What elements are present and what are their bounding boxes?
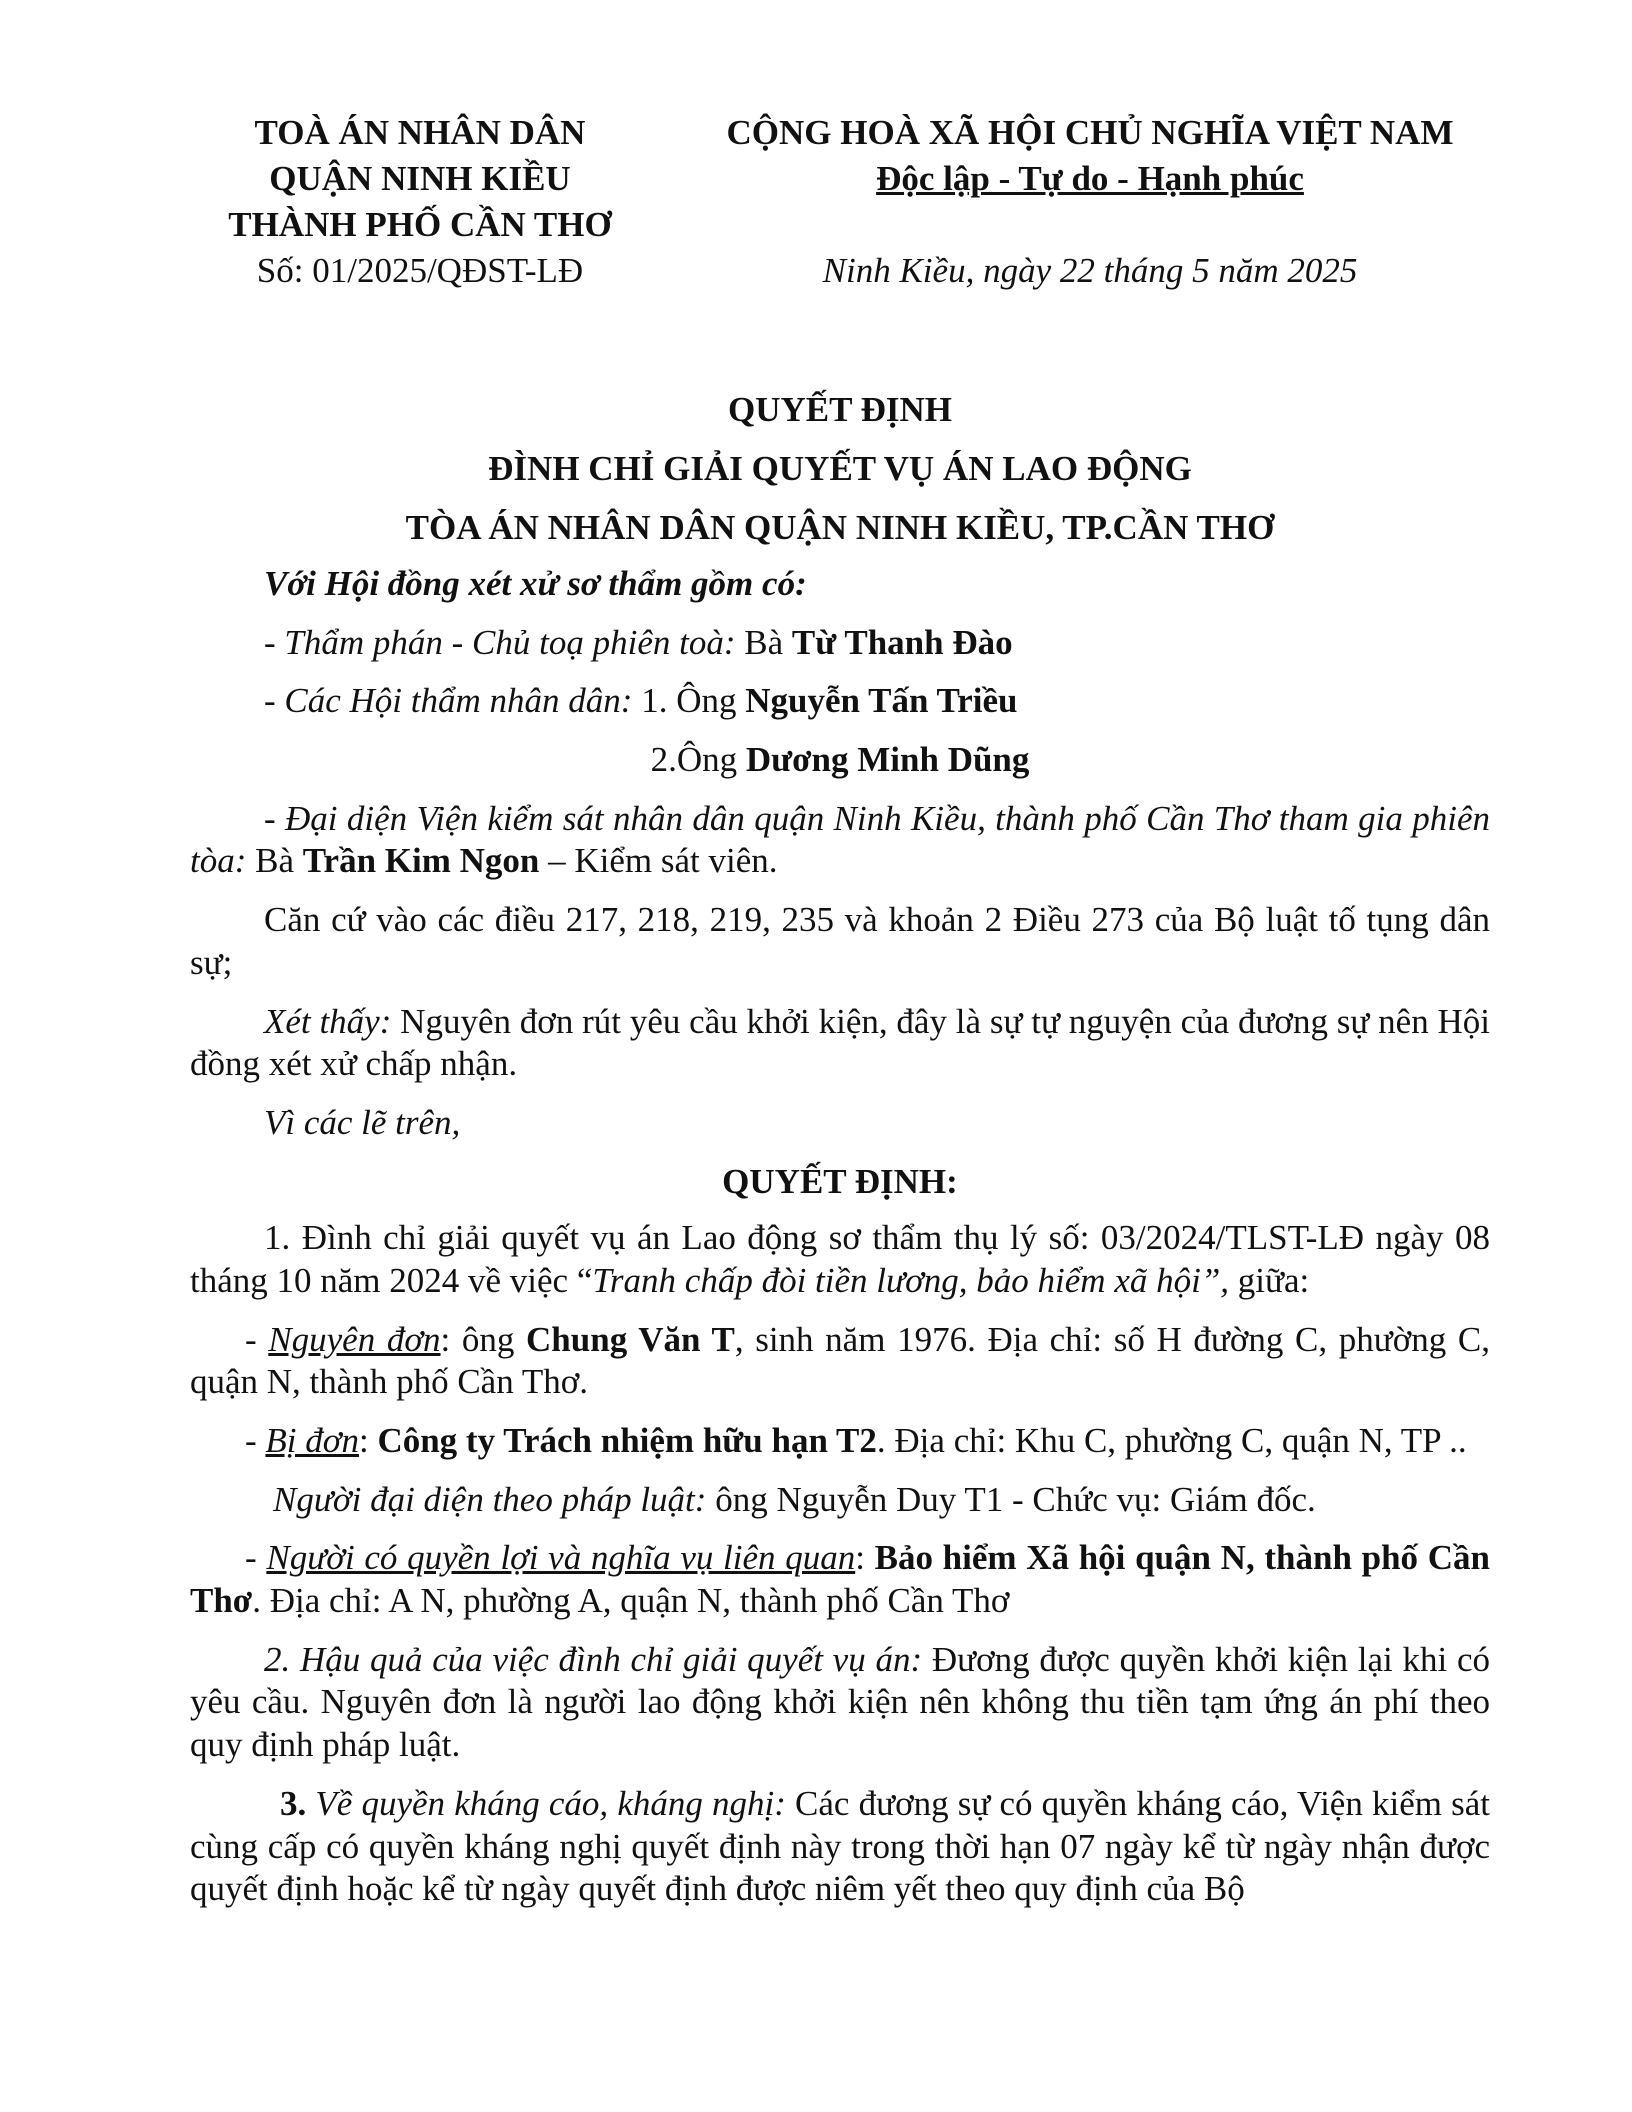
national-header [690, 110, 1490, 294]
judge-line: - Thẩm phán - Chủ toạ phiên toà: Bà Từ Thanh Đào [264, 622, 1013, 662]
national-motto: Độc lập - Tự do - Hạnh phúc [876, 159, 1304, 198]
representative-line: Người đại diện theo pháp luật: ông Nguyễn Duy T1 - Chức vụ: Giám đốc. [273, 1479, 1316, 1519]
decision-item-2: 2. Hậu quả của việc đình chỉ giải quyết vụ án: Đương được quyền khởi kiện lại khi có yêu cầu. Nguyên đơn là người lao động khởi kiện nên không thu tiền tạm ứng án phí theo quy định pháp luật. [190, 1639, 1490, 1765]
procurator-line: - Đại diện Viện kiểm sát nhân dân quận Ninh Kiều, thành phố Cần Thơ tham gia phiên tòa: Bà Trần Kim Ngon – Kiểm sát viên. [190, 798, 1490, 881]
document-date: Ninh Kiều, ngày 22 tháng 5 năm 2025 [822, 251, 1358, 290]
plaintiff-line: - Nguyên đơn: ông Chung Văn T, sinh năm 1976. Địa chỉ: số H đường C, phường C, quận N, thành phố Cần Thơ. [190, 1319, 1490, 1402]
document-body [190, 563, 1490, 1911]
procurator-name: Trần Kim Ngon [302, 841, 540, 881]
court-district: QUẬN NINH KIỀU [269, 159, 571, 198]
title-court: TÒA ÁN NHÂN DÂN QUẬN NINH KIỀU, TP.CẦN THƠ [405, 508, 1275, 547]
panel-intro: Với Hội đồng xét xử sơ thẩm gồm có: [264, 564, 807, 603]
juror1-name: Nguyễn Tấn Triều [745, 681, 1018, 721]
related-party-name: Bảo hiểm Xã hội quận N, thành phố Cần Thơ [190, 1538, 1490, 1621]
court-name: TOÀ ÁN NHÂN DÂN [254, 113, 586, 152]
defendant-name: Công ty Trách nhiệm hữu hạn T2 [377, 1421, 877, 1460]
title-subject: ĐÌNH CHỈ GIẢI QUYẾT VỤ ÁN LAO ĐỘNG [488, 449, 1192, 488]
decision-item-1: 1. Đình chỉ giải quyết vụ án Lao động sơ thẩm thụ lý số: 03/2024/TLST-LĐ ngày 08 tháng 10 năm 2024 về việc “Tranh chấp đòi tiền lương, bảo hiểm xã hội”, giữa: [190, 1218, 1490, 1300]
document-number: Số: 01/2025/QĐST-LĐ [256, 251, 584, 290]
decision-item-3: 3. Về quyền kháng cáo, kháng nghị: Các đương sự có quyền kháng cáo, Viện kiểm sát cùng cấp có quyền kháng nghị quyết định này trong thời hạn 07 ngày kể từ ngày nhận được quyết định hoặc kể từ ngày quyết định được niêm yết theo quy định của Bộ [190, 1783, 1490, 1909]
related-party-line: - Người có quyền lợi và nghĩa vụ liên quan: Bảo hiểm Xã hội quận N, thành phố Cần Thơ. Địa chỉ: A N, phường A, quận N, thành phố Cần Thơ [190, 1538, 1490, 1621]
jurors-line: - Các Hội thẩm nhân dân: 1. Ông Nguyễn Tấn Triều [264, 681, 1018, 721]
plaintiff-name: Chung Văn T [526, 1319, 735, 1359]
national-title: CỘNG HOÀ XÃ HỘI CHỦ NGHĨA VIỆT NAM [726, 113, 1454, 152]
court-city: THÀNH PHỐ CẦN THƠ [228, 205, 612, 244]
court-header [190, 110, 650, 294]
reasons: Vì các lẽ trên, [264, 1102, 461, 1142]
decision-heading: QUYẾT ĐỊNH: [722, 1161, 958, 1201]
judge-name: Từ Thanh Đào [791, 622, 1013, 662]
title-decision: QUYẾT ĐỊNH [728, 390, 952, 429]
legal-basis: Căn cứ vào các điều 217, 218, 219, 235 và khoản 2 Điều 273 của Bộ luật tố tụng dân sự; [190, 900, 1490, 982]
document-titles [190, 380, 1490, 557]
juror2-name: Dương Minh Dũng [745, 740, 1030, 780]
defendant-line: - Bị đơn: Công ty Trách nhiệm hữu hạn T2. Địa chỉ: Khu C, phường C, quận N, TP .. [245, 1421, 1467, 1460]
consideration: Xét thấy: Nguyên đơn rút yêu cầu khởi kiện, đây là sự tự nguyện của đương sự nên Hội đồng xét xử chấp nhận. [190, 1001, 1491, 1084]
juror2-line: 2.Ông Dương Minh Dũng [650, 740, 1030, 780]
